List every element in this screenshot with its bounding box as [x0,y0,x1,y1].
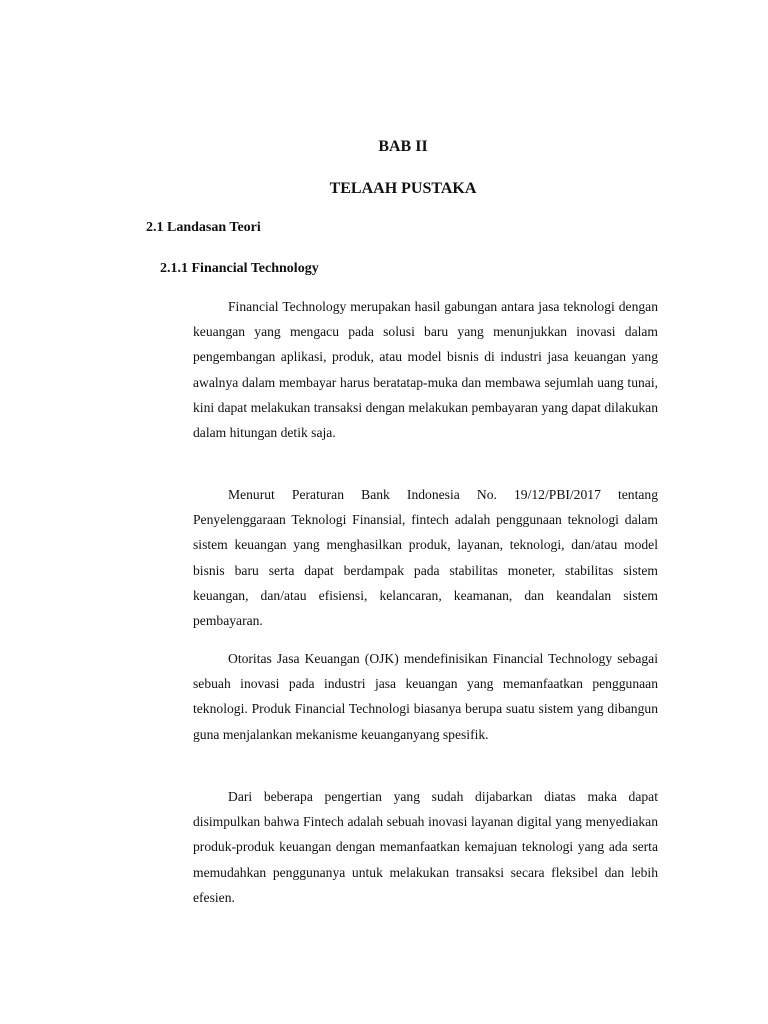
section-heading: 2.1 Landasan Teori [146,220,261,235]
chapter-title: TELAAH PUSTAKA [329,180,477,197]
paragraph-4: Dari beberapa pengertian yang sudah dijabarkan diatas maka dapat disimpulkan bahwa Fintech adalah sebuah inovasi layanan digital yang menyediakan produk-produk keuangan dengan memanfaatkan kemajuan teknologi yang ada serta memudahkan penggunanya untuk melakukan transaksi secara fleksibel dan lebih efesien. [193,789,658,905]
chapter-heading: BAB II [378,138,428,155]
paragraph-1: Financial Technology merupakan hasil gabungan antara jasa teknologi dengan keuangan yang mengacu pada solusi baru yang menunjukkan inovasi dalam pengembangan aplikasi, produk, atau model bisnis di industri jasa keuangan yang awalnya dalam membayar harus beratatap-muka dan membawa sejumlah uang tunai, kini dapat melakukan transaksi dengan melakukan pembayaran yang dapat dilakukan dalam hitungan detik saja. [193,299,658,441]
subsection-heading: 2.1.1 Financial Technology [160,261,319,276]
paragraph-2: Menurut Peraturan Bank Indonesia No. 19/12/PBI/2017 tentang Penyelenggaraan Teknologi Finansial, fintech adalah penggunaan teknologi dalam sistem keuangan yang menghasilkan produk, layanan, teknologi, dan/atau model bisnis baru serta dapat berdampak pada stabilitas moneter, stabilitas sistem keuangan, dan/atau efisiensi, kelancaran, keamanan, dan keandalan sistem pembayaran. [193,487,658,629]
paragraph-3: Otoritas Jasa Keuangan (OJK) mendefinisikan Financial Technology sebagai sebuah inovasi pada industri jasa keuangan yang memanfaatkan penggunaan teknologi. Produk Financial Technologi biasanya berupa suatu sistem yang dibangun guna menjalankan mekanisme keuanganyang spesifik. [193,651,658,742]
